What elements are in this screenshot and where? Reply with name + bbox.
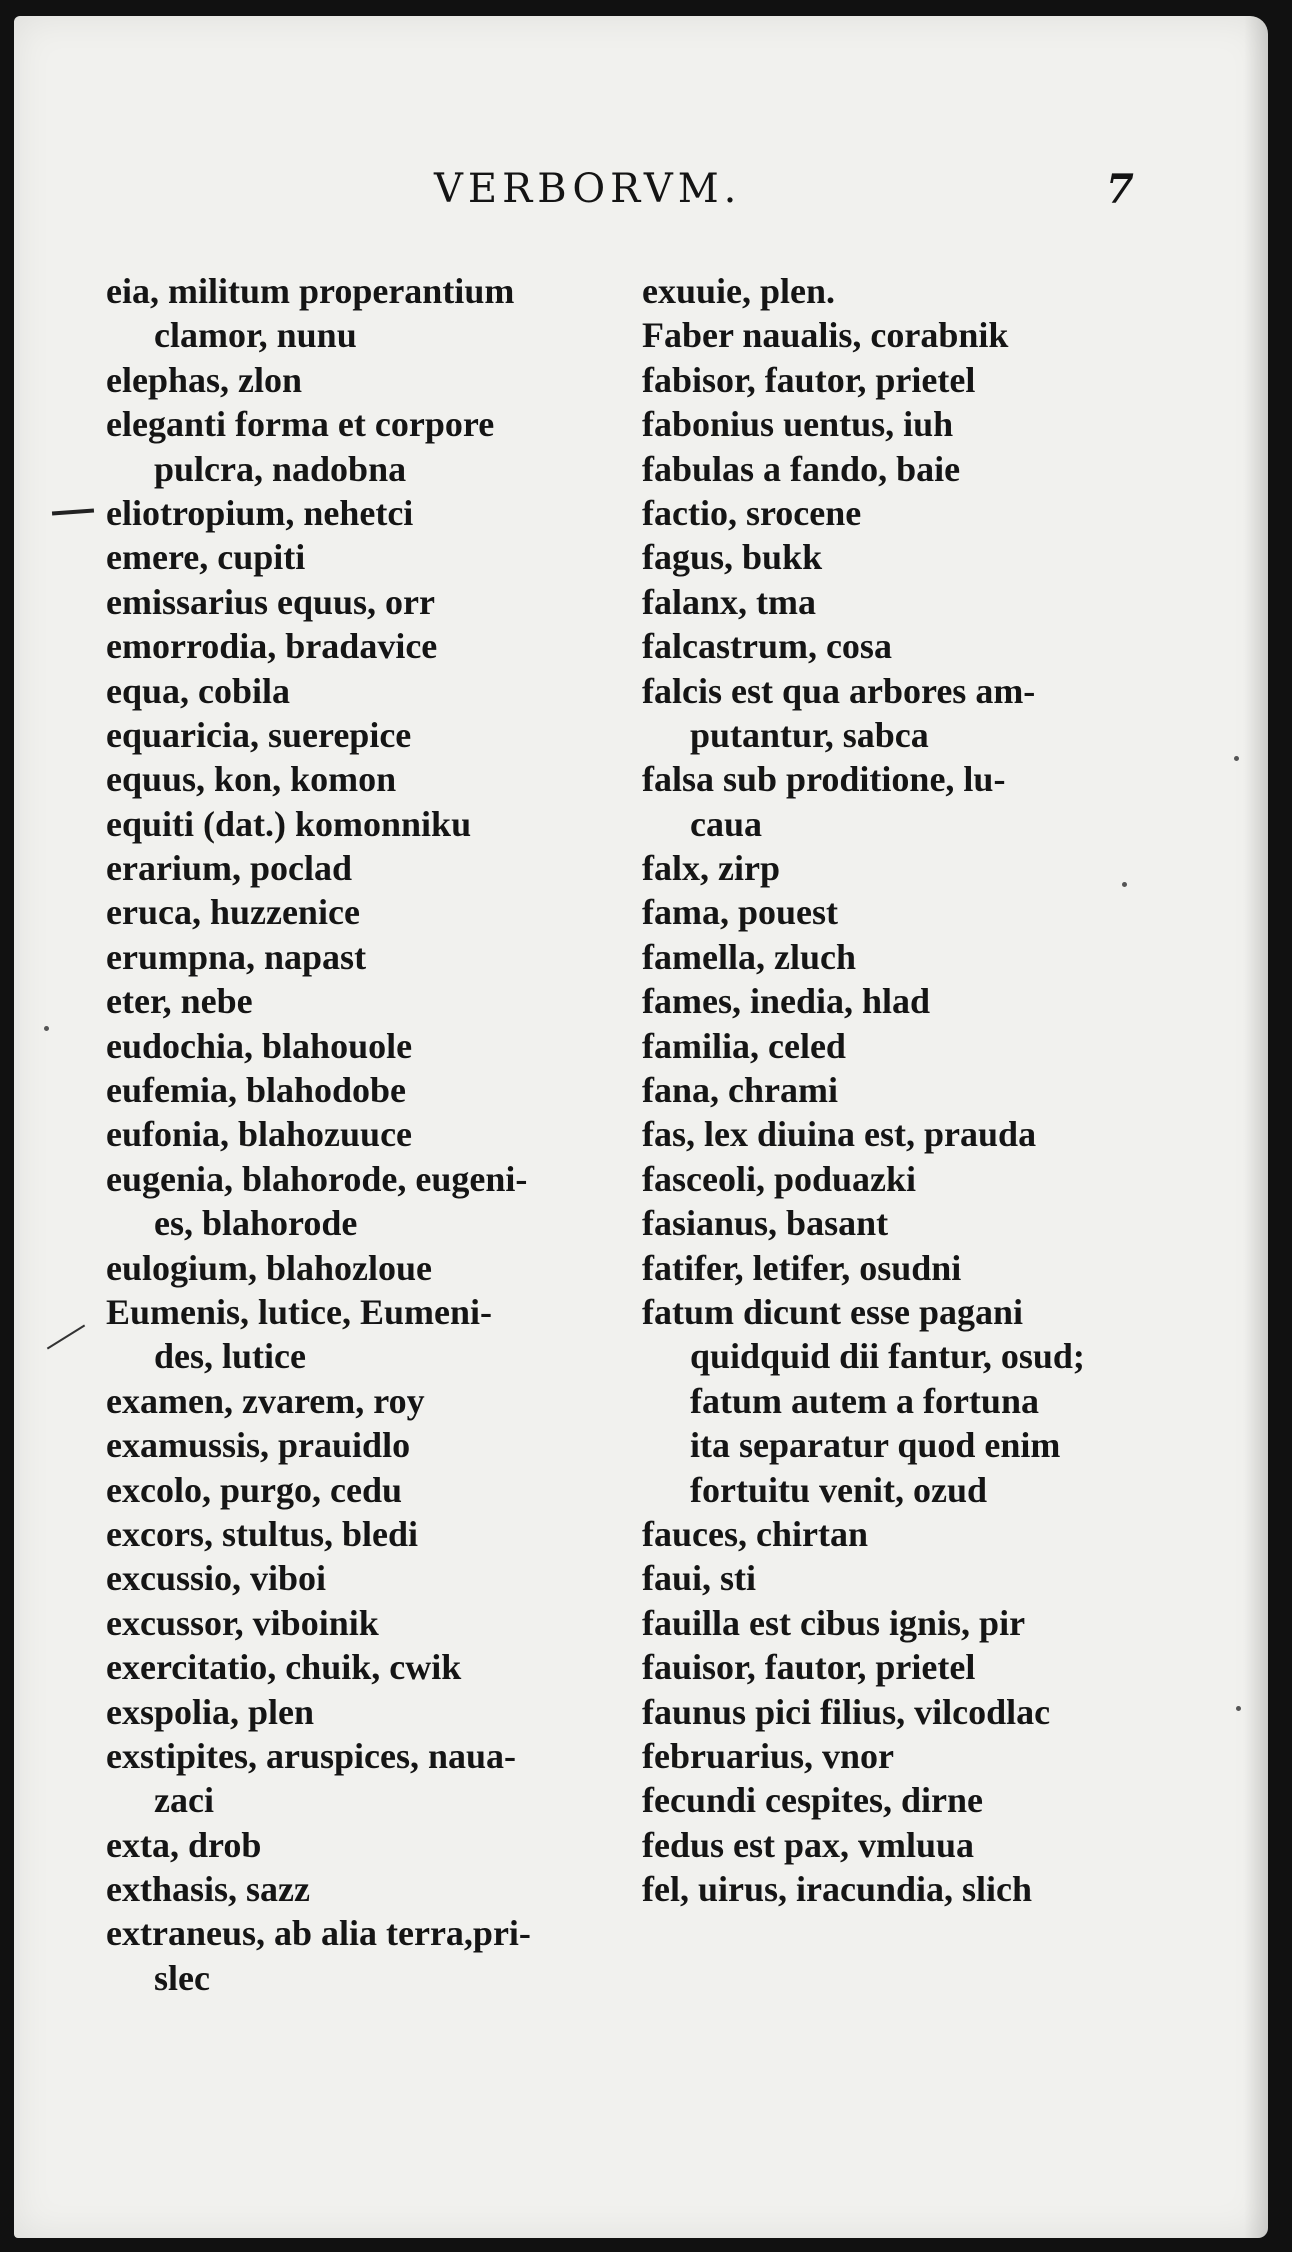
margin-dash-mark <box>52 509 94 516</box>
dictionary-line: exuuie, plen. <box>642 271 836 311</box>
dictionary-line: es, blahorode <box>154 1203 358 1244</box>
ink-speck <box>44 1026 49 1031</box>
dictionary-line: fortuitu venit, ozud <box>690 1469 987 1510</box>
dictionary-line: eufemia, blahodobe <box>106 1070 407 1111</box>
dictionary-line: emissarius equus, orr <box>106 581 436 622</box>
dictionary-line: examen, zvarem, roy <box>106 1380 425 1421</box>
dictionary-line: Faber naualis, corabnik <box>642 315 1009 356</box>
dictionary-line: excussio, viboi <box>106 1558 327 1599</box>
dictionary-line: fabisor, fautor, prietel <box>642 359 976 400</box>
left-column <box>106 269 636 2000</box>
dictionary-line: fel, uirus, iracundia, slich <box>642 1869 1033 1910</box>
dictionary-line: quidquid dii fantur, osud; <box>690 1336 1085 1377</box>
dictionary-line: elephas, zlon <box>106 359 303 400</box>
dictionary-line: pulcra, nadobna <box>154 448 407 489</box>
dictionary-line: eudochia, blahouole <box>106 1025 413 1066</box>
dictionary-line: exspolia, plen <box>106 1691 315 1732</box>
dictionary-line: ita separatur quod enim <box>690 1425 1061 1466</box>
dictionary-line: equiti (dat.) komonniku <box>106 803 472 844</box>
ink-speck <box>1234 756 1239 761</box>
dictionary-line: fedus est pax, vmluua <box>642 1824 975 1865</box>
dictionary-line: exstipites, aruspices, naua- <box>106 1735 517 1776</box>
dictionary-line: eulogium, blahozloue <box>106 1247 433 1288</box>
dictionary-line: examussis, prauidlo <box>106 1425 411 1466</box>
dictionary-line: eliotropium, nehetci <box>106 492 414 533</box>
dictionary-line: februarius, vnor <box>642 1735 894 1776</box>
dictionary-line: caua <box>690 803 762 844</box>
dictionary-line: fecundi cespites, dirne <box>642 1780 983 1821</box>
margin-slash-mark <box>47 1324 85 1349</box>
dictionary-line: erumpna, napast <box>106 936 367 977</box>
dictionary-line: falanx, tma <box>642 581 816 622</box>
right-column <box>642 269 1162 1911</box>
dictionary-line: faunus pici filius, vilcodlac <box>642 1691 1051 1732</box>
dictionary-line: extraneus, ab alia terra,pri- <box>106 1913 531 1954</box>
dictionary-line: eia, militum properantium <box>106 271 515 311</box>
dictionary-line: eugenia, blahorode, eugeni- <box>106 1158 528 1199</box>
book-page <box>14 16 1268 2238</box>
dictionary-line: eufonia, blahozuuce <box>106 1114 413 1155</box>
page-number: 7 <box>1106 166 1134 213</box>
dictionary-line: emere, cupiti <box>106 537 306 578</box>
dictionary-line: exthasis, sazz <box>106 1869 310 1910</box>
dictionary-line: factio, srocene <box>642 492 862 533</box>
dictionary-line: fasianus, basant <box>642 1203 889 1244</box>
dictionary-line: fana, chrami <box>642 1070 838 1111</box>
dictionary-line: fauces, chirtan <box>642 1513 868 1554</box>
dictionary-line: fasceoli, poduazki <box>642 1158 917 1199</box>
dictionary-line: falcis est qua arbores am- <box>642 670 1036 711</box>
dictionary-line: exta, drob <box>106 1824 262 1865</box>
dictionary-line: eter, nebe <box>106 981 253 1022</box>
dictionary-line: Eumenis, lutice, Eumeni- <box>106 1291 493 1332</box>
dictionary-line: equa, cobila <box>106 670 291 711</box>
dictionary-line: emorrodia, bradavice <box>106 626 438 667</box>
running-head: VERBORVM. <box>434 166 742 212</box>
dictionary-line: excussor, viboinik <box>106 1602 379 1643</box>
dictionary-line: falsa sub proditione, lu- <box>642 759 1006 800</box>
dictionary-line: zaci <box>154 1780 214 1821</box>
dictionary-line: fama, pouest <box>642 892 838 933</box>
ink-speck <box>1236 1706 1241 1711</box>
dictionary-line: famella, zluch <box>642 936 856 977</box>
dictionary-line: familia, celed <box>642 1025 846 1066</box>
dictionary-line: slec <box>154 1957 210 1998</box>
dictionary-line: falx, zirp <box>642 848 780 889</box>
dictionary-line: falcastrum, cosa <box>642 626 892 667</box>
dictionary-line: fatifer, letifer, osudni <box>642 1247 962 1288</box>
dictionary-line: excors, stultus, bledi <box>106 1513 419 1554</box>
dictionary-line: faui, sti <box>642 1558 757 1599</box>
dictionary-line: fatum autem a fortuna <box>690 1380 1039 1421</box>
dictionary-line: putantur, sabca <box>690 714 929 755</box>
dictionary-line: eruca, huzzenice <box>106 892 360 933</box>
dictionary-line: eleganti forma et corpore <box>106 404 495 445</box>
ink-speck <box>1122 882 1127 887</box>
dictionary-line: fabulas a fando, baie <box>642 448 961 489</box>
dictionary-line: fas, lex diuina est, prauda <box>642 1114 1037 1155</box>
dictionary-line: fauisor, fautor, prietel <box>642 1647 976 1688</box>
dictionary-line: fatum dicunt esse pagani <box>642 1291 1024 1332</box>
dictionary-line: fabonius uentus, iuh <box>642 404 954 445</box>
dictionary-line: erarium, poclad <box>106 848 352 889</box>
dictionary-line: fagus, bukk <box>642 537 823 578</box>
dictionary-line: des, lutice <box>154 1336 306 1377</box>
dictionary-line: excolo, purgo, cedu <box>106 1469 402 1510</box>
dictionary-line: fauilla est cibus ignis, pir <box>642 1602 1026 1643</box>
dictionary-line: equaricia, suerepice <box>106 714 412 755</box>
dictionary-line: fames, inedia, hlad <box>642 981 931 1022</box>
dictionary-line: equus, kon, komon <box>106 759 397 800</box>
dictionary-line: exercitatio, chuik, cwik <box>106 1647 462 1688</box>
dictionary-line: clamor, nunu <box>154 315 357 356</box>
